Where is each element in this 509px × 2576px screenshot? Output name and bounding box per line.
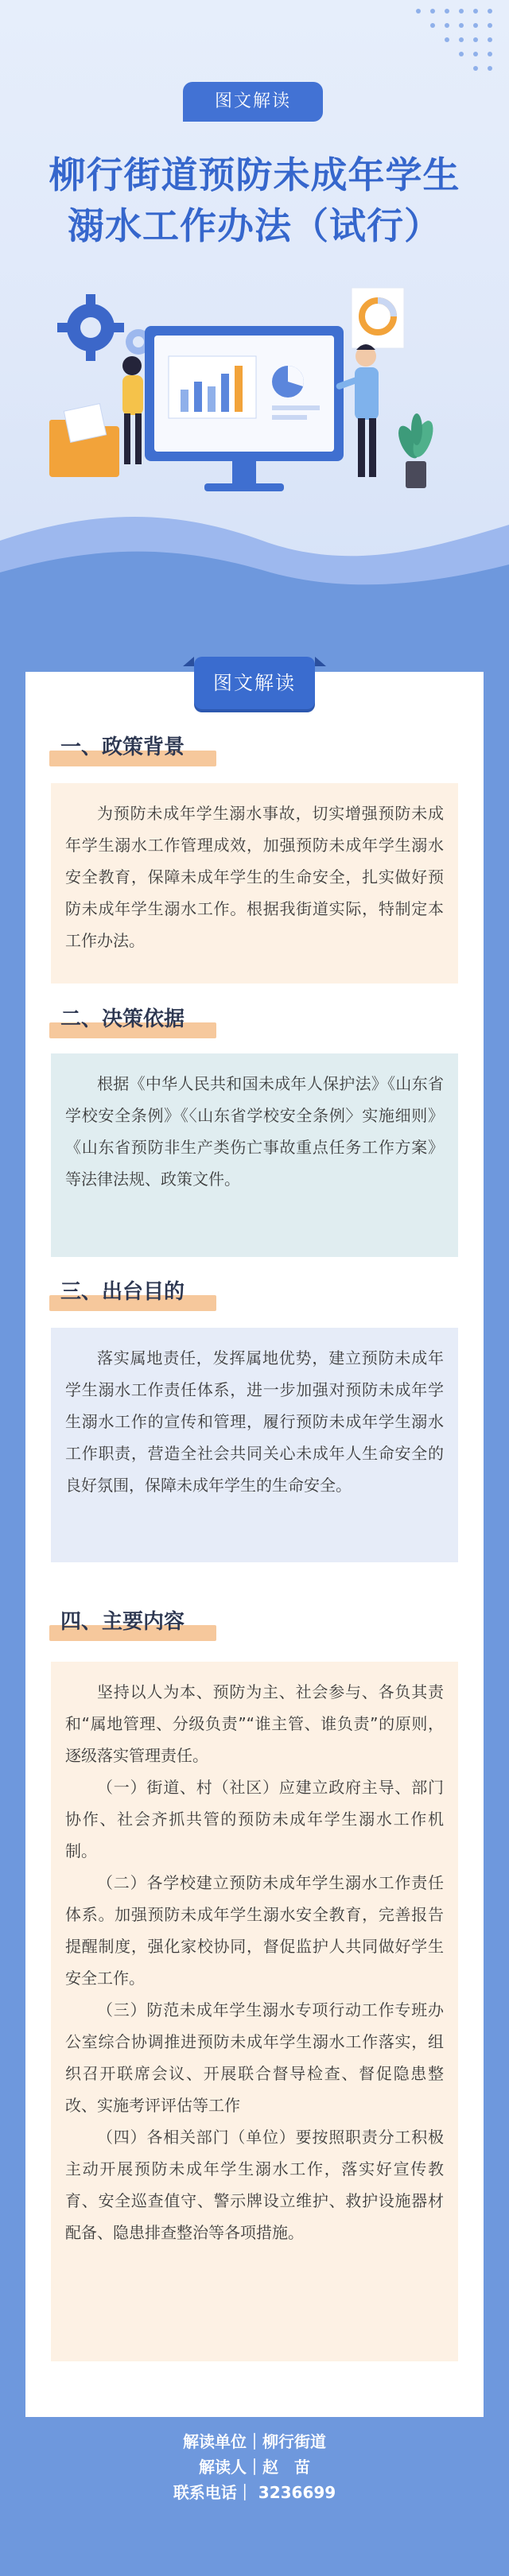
paragraph: （四）各相关部门（单位）要按照职责分工积极主动开展预防未成年学生溺水工作，落实好宣传教育、安全巡查值守、警示牌设立维护、救护设施器材配备、隐患排查整治等各项措施。	[65, 2128, 444, 2242]
folder-icon	[49, 404, 119, 477]
section-body-basis	[51, 1053, 458, 1257]
footer-unit: 解读单位｜柳行街道	[183, 2432, 326, 2451]
title-line-1: 柳行街道预防未成年学生	[49, 153, 460, 196]
section-heading-purpose	[54, 1276, 185, 1311]
donut-chart-card	[352, 288, 404, 348]
section-heading-content	[54, 1606, 185, 1641]
section-heading-text: 四、主要内容	[60, 1610, 185, 1634]
header-tag: 图文解读	[183, 82, 323, 122]
wave-divider	[0, 493, 509, 652]
section-body-content	[51, 1662, 458, 2361]
section-heading-background	[54, 731, 185, 766]
paragraph: （二）各学校建立预防未成年学生溺水工作责任体系。加强预防未成年学生溺水安全教育，完善报告提醒制度，强化家校协同，督促监护人共同做好学生安全工作。	[65, 1873, 444, 1988]
paragraph: 为预防未成年学生溺水事故，切实增强预防未成年学生溺水工作管理成效，加强预防未成年学生溺水安全教育，保障未成年学生的生命安全，扎实做好预防未成年学生溺水工作。根据我街道实际，特制定本工作办法。	[65, 804, 444, 950]
title-line-2: 溺水工作办法（试行）	[68, 204, 441, 247]
bar-chart-icon	[169, 356, 256, 418]
page-title	[24, 149, 485, 251]
section-heading-text: 一、政策背景	[60, 735, 185, 759]
footer	[0, 2429, 509, 2505]
section-heading-basis	[54, 1003, 185, 1038]
footer-interpreter: 解读人｜赵 苗	[199, 2458, 310, 2477]
footer-phone: 联系电话｜ 3236699	[173, 2483, 336, 2502]
gear-icon	[57, 294, 124, 361]
section-heading-text: 二、决策依据	[60, 1007, 185, 1031]
section-body-purpose	[51, 1328, 458, 1562]
paragraph: 落实属地责任，发挥属地优势，建立预防未成年学生溺水工作责任体系，进一步加强对预防未成年学生溺水工作的宣传和管理，履行预防未成年学生溺水工作职责，营造全社会共同关心未成年人生命安全的良好氛围，保障未成年学生的生命安全。	[65, 1348, 444, 1495]
tag-ribbon-left	[183, 657, 194, 666]
section-heading-text: 三、出台目的	[60, 1280, 185, 1304]
paragraph: （三）防范未成年学生溺水专项行动工作专班办公室综合协调推进预防未成年学生溺水工作落实，组织召开联席会议、开展联合督导检查、督促隐患整改、实施考评评估等工作	[65, 2000, 444, 2115]
decorative-dots	[410, 5, 498, 76]
paragraph: 根据《中华人民共和国未成年人保护法》《山东省学校安全条例》《〈山东省学校安全条例〉实施细则》《山东省预防非生产类伤亡事故重点任务工作方案》等法律法规、政策文件。	[65, 1074, 444, 1189]
hero-header	[0, 0, 509, 604]
section-body-background	[51, 783, 458, 983]
paragraph: 坚持以人为本、预防为主、社会参与、各负其责和“属地管理、分级负责”“谁主管、谁负责”的原则，逐级落实管理责任。	[65, 1682, 444, 1765]
tag-ribbon-right	[315, 657, 326, 666]
paragraph: （一）街道、村（社区）应建立政府主导、部门协作、社会齐抓共管的预防未成年学生溺水工作机制。	[65, 1778, 444, 1860]
card-tag: 图文解读	[194, 657, 315, 709]
office-illustration	[49, 286, 463, 525]
plant-icon	[394, 413, 437, 488]
person-woman-figure	[122, 356, 143, 464]
